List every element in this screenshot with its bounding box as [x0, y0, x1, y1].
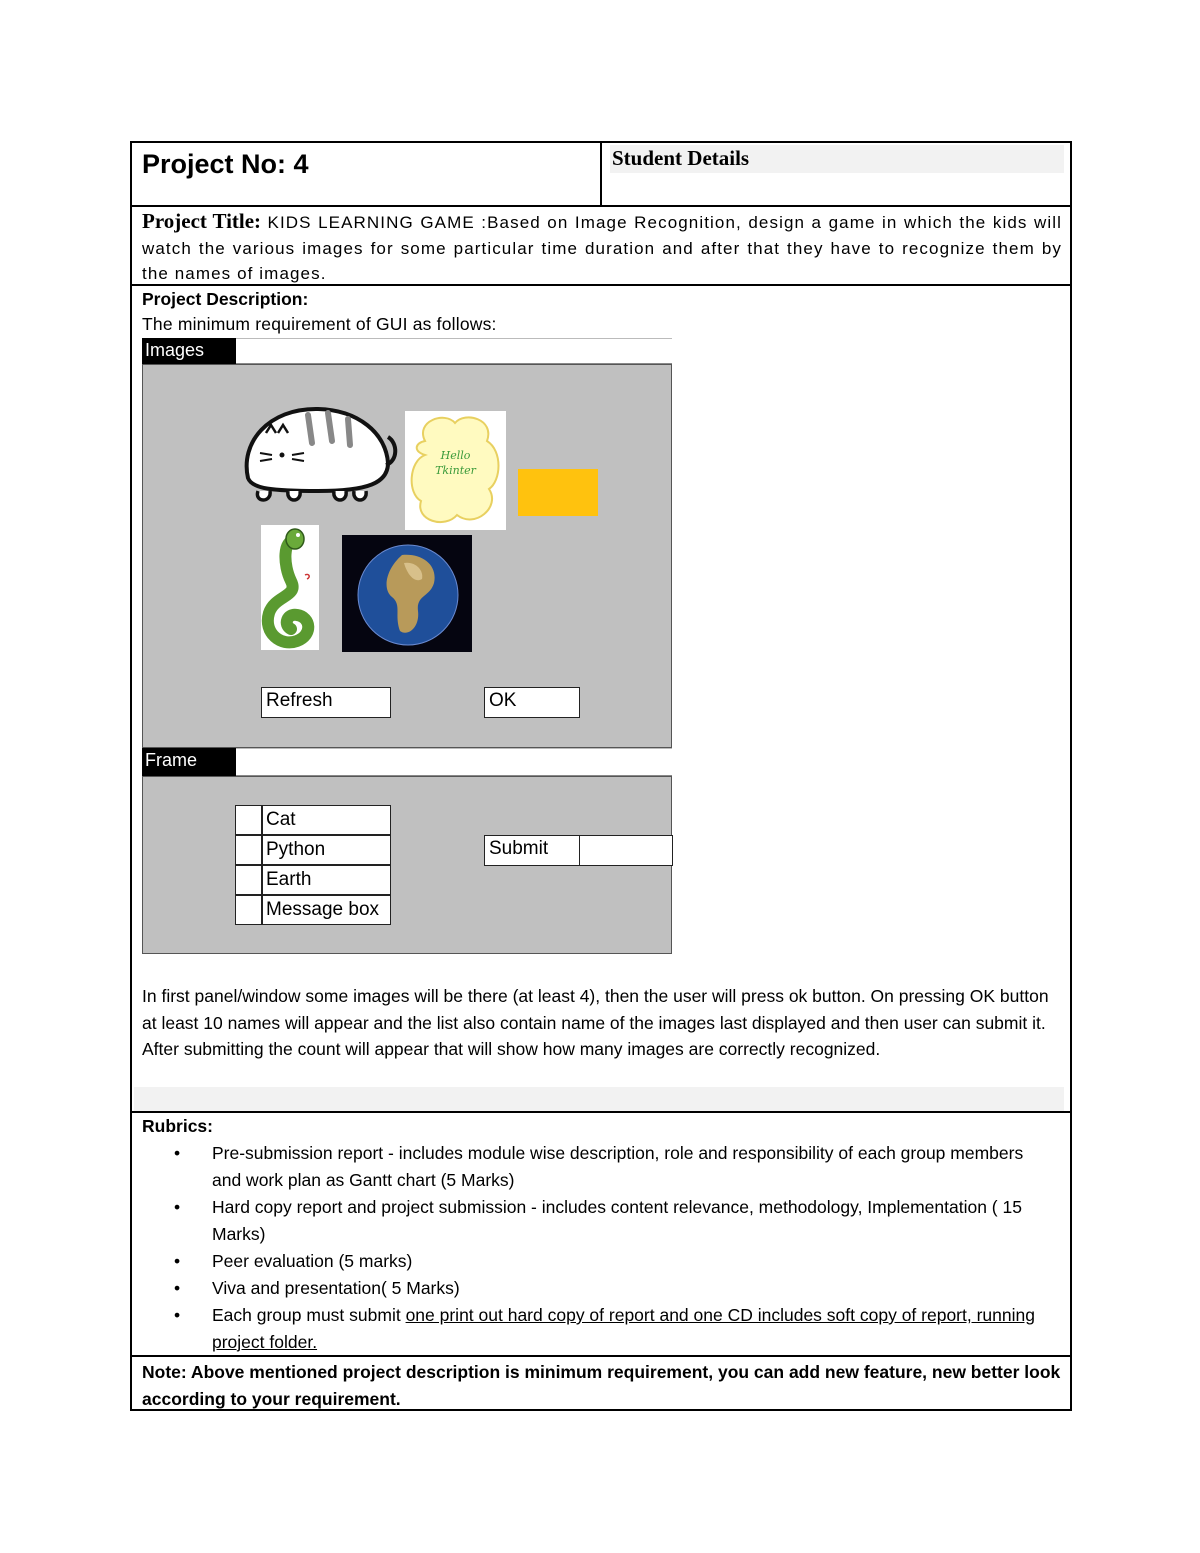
submit-button[interactable]: Submit	[484, 835, 580, 866]
result-field	[579, 835, 673, 866]
refresh-button[interactable]: Refresh	[261, 687, 391, 718]
yellow-rectangle	[518, 469, 598, 516]
cat-turtle-image	[238, 403, 400, 508]
frame-bar-line	[236, 748, 672, 776]
rubric-text-underlined: one print out hard copy of report and one CD includes soft copy of report, running project folder.	[212, 1305, 1035, 1352]
list-item-python[interactable]: Python	[262, 835, 391, 865]
rubric-item	[132, 1275, 1052, 1302]
rubrics-list	[132, 1140, 1052, 1356]
images-bar-line	[236, 338, 672, 364]
earth-image	[342, 535, 472, 652]
rubric-item	[132, 1194, 1052, 1248]
bullet-icon: •	[174, 1278, 181, 1298]
rubric-item	[132, 1302, 1052, 1356]
paragraph-shade	[134, 1087, 1064, 1111]
globe-icon	[342, 535, 472, 652]
bullet-icon: •	[174, 1251, 181, 1271]
project-title	[142, 209, 1062, 287]
rubric-text-prefix: Each group must submit	[212, 1305, 406, 1325]
rubric-text: Viva and presentation( 5 Marks)	[212, 1278, 460, 1298]
row-divider	[132, 1111, 1070, 1113]
snake-icon	[261, 525, 319, 650]
rubric-item	[132, 1140, 1052, 1194]
frame-panel	[142, 776, 672, 954]
rubric-text: Hard copy report and project submission - includes content relevance, methodology, Implementation ( 15 Marks)	[212, 1197, 1022, 1244]
hello-tkinter-image	[405, 411, 506, 530]
name-checklist	[235, 805, 391, 925]
rubrics-label: Rubrics:	[142, 1116, 213, 1136]
project-description-intro: The minimum requirement of GUI as follows:	[142, 314, 497, 334]
list-item-message-box[interactable]: Message box	[262, 895, 391, 925]
images-bar: Images	[142, 338, 236, 364]
bullet-icon: •	[174, 1197, 181, 1217]
checkbox-message-box[interactable]	[235, 895, 262, 925]
project-description-label: Project Description:	[142, 289, 309, 309]
list-item-earth[interactable]: Earth	[262, 865, 391, 895]
frame-bar: Frame	[142, 748, 236, 776]
note: Note: Above mentioned project description is minimum requirement, you can add new feature, new better look according to your requirement.	[142, 1362, 1061, 1409]
bullet-icon: •	[174, 1143, 181, 1163]
list-item-cat[interactable]: Cat	[262, 805, 391, 835]
col-divider	[600, 143, 602, 206]
rubric-text: Peer evaluation (5 marks)	[212, 1251, 413, 1271]
tkinter-text: Tkinter	[435, 464, 476, 477]
checkbox-python[interactable]	[235, 835, 262, 865]
checkbox-cat[interactable]	[235, 805, 262, 835]
project-title-text: KIDS LEARNING GAME :Based on Image Recognition, design a game in which the kids will watch the various images for some particular time duration and after that they have to recognize them by the names of images.	[142, 213, 1062, 283]
checkbox-earth[interactable]	[235, 865, 262, 895]
python-image	[261, 525, 319, 650]
rubric-item	[132, 1248, 1052, 1275]
project-table	[130, 141, 1072, 1411]
project-number: Project No: 4	[142, 149, 309, 179]
student-details-label: Student Details	[612, 146, 750, 170]
bullet-icon: •	[174, 1305, 181, 1325]
ok-button[interactable]: OK	[484, 687, 580, 718]
description-paragraph: In first panel/window some images will be there (at least 4), then the user will press ok button. On pressing OK button at least 10 names will appear and the list also contain name of the images last displayed and then user can submit it. After submitting the count will appear that will show how many images are correctly recognized.	[142, 986, 1049, 1059]
project-title-label: Project Title:	[142, 209, 262, 233]
images-panel	[142, 364, 672, 748]
rubric-text: Pre-submission report - includes module wise description, role and responsibility of each group members and work plan as Gantt chart (5 Marks)	[212, 1143, 1024, 1190]
hello-text: Hello	[440, 449, 471, 462]
